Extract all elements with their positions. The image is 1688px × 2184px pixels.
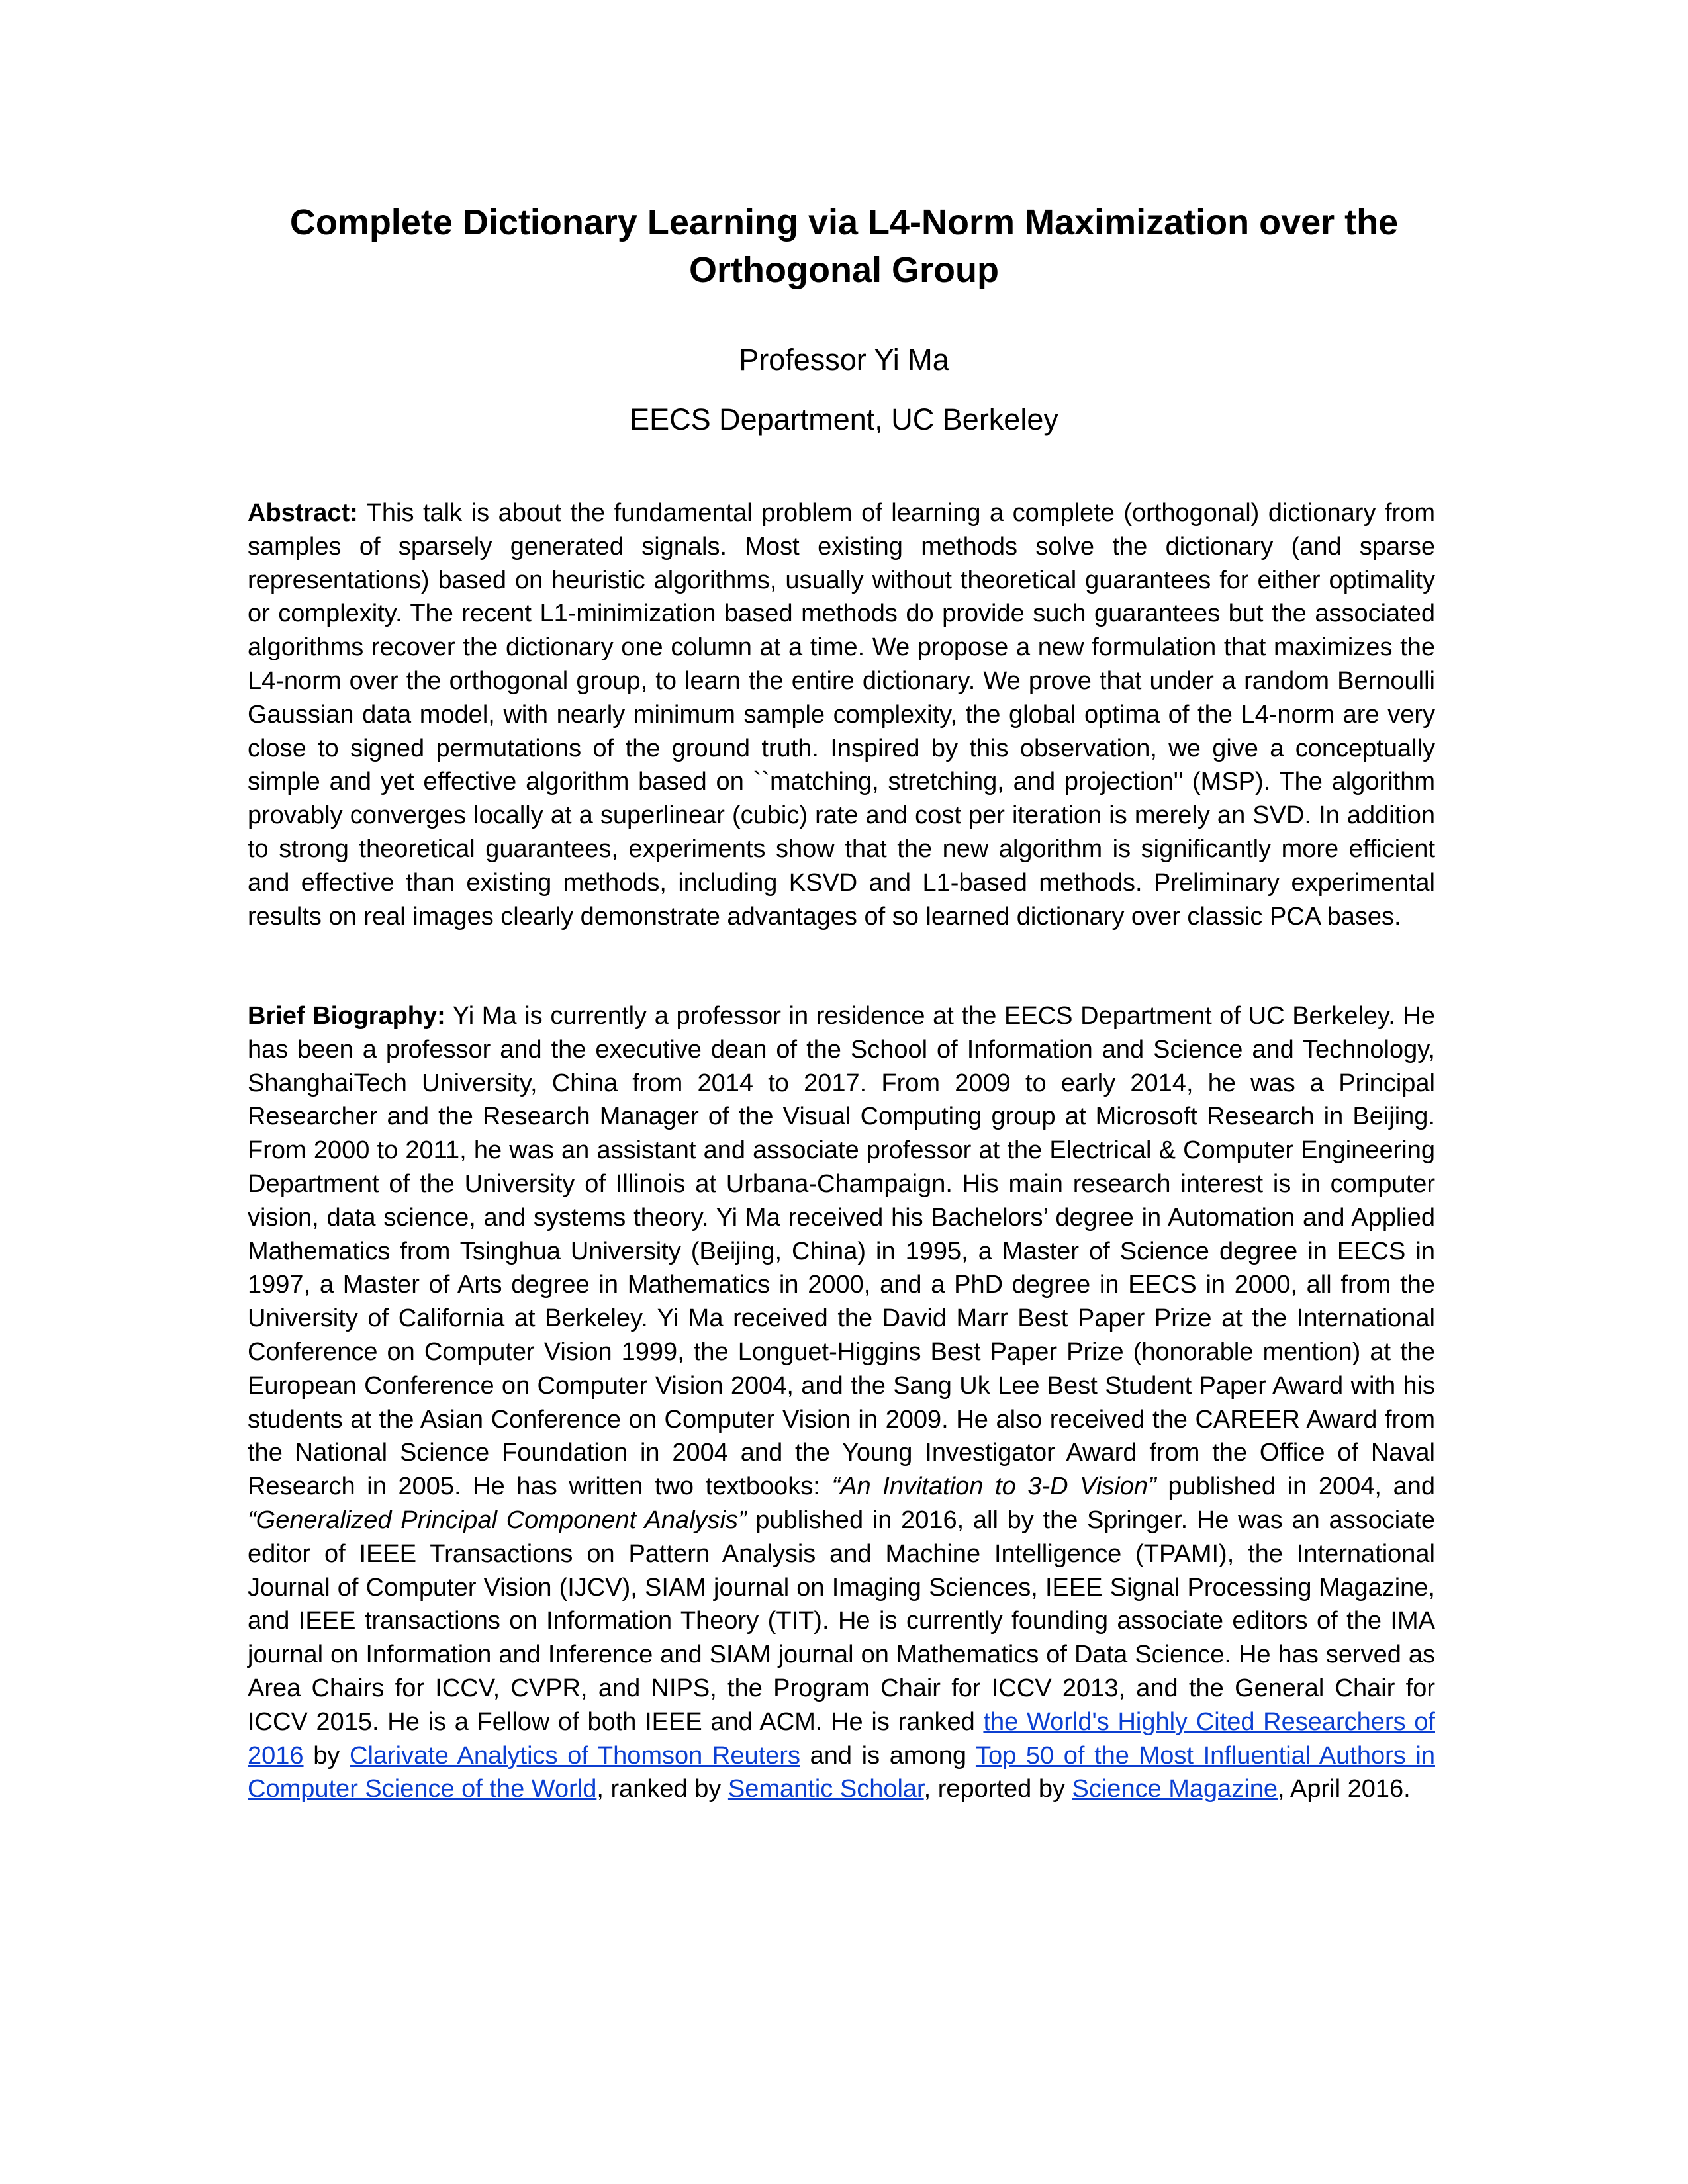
biography-label: Brief Biography: (248, 1002, 445, 1030)
biography-text: published in 2016, all by the Springer. He was an associate editor of IEEE Transactions on Pattern Analysis and Machine Intelligence (TPAMI), the International Journal of Computer Vision (IJCV), SIAM journal on Imaging Sciences, IEEE Signal Processing Magazine, and IEEE transactions on Information Theory (TIT). He is currently founding associate editors of the IMA journal on Information and Inference and SIAM journal on Mathematics of Data Science. He has served as Area Chairs for ICCV, CVPR, and NIPS, the Program Chair for ICCV 2013, and the General Chair for ICCV 2015. He is a Fellow of both IEEE and ACM. He is ranked (248, 1506, 1436, 1736)
link-clarivate-analytics[interactable]: Clarivate Analytics of Thomson Reuters (350, 1741, 800, 1770)
biography-text: Yi Ma is currently a professor in residence at the EECS Department of UC Berkeley. He has been a professor and the executive dean of the School of Information and Science and Technology, ShanghaiTech University, China from 2014 to 2017. From 2009 to early 2014, he was a Principal Researcher and the Research Manager of the Visual Computing group at Microsoft Research in Beijing. From 2000 to 2011, he was an assistant and associate professor at the Electrical & Computer Engineering Department of the University of Illinois at Urbana-Champaign. His main research interest is in computer vision, data science, and systems theory. Yi Ma received his Bachelors’ degree in Automation and Applied Mathematics from Tsinghua University (Beijing, China) in 1995, a Master of Science degree in EECS in 1997, a Master of Arts degree in Mathematics in 2000, and a PhD degree in EECS in 2000, all from the University of California at Berkeley. Yi Ma received the David Marr Best Paper Prize at the International Conference on Computer Vision 1999, the Longuet-Higgins Best Paper Prize (honorable mention) at the European Conference on Computer Vision 2004, and the Sang Uk Lee Best Student Paper Award with his students at the Asian Conference on Computer Vision in 2009. He also received the CAREER Award from the National Science Foundation in 2004 and the Young Investigator Award from the Office of Naval Research in 2005. He has written two textbooks: (248, 1002, 1435, 1501)
abstract-paragraph (248, 496, 1435, 933)
speaker-department: EECS Department, UC Berkeley (630, 402, 1058, 436)
biography-text: and is among (810, 1741, 966, 1770)
biography-text: , reported by (923, 1775, 1065, 1803)
biography-text: published in 2004, and (1168, 1473, 1435, 1501)
biography-text: by (313, 1741, 340, 1770)
link-highly-cited-researchers[interactable]: the World's Highly Cited Researchers of 2016 (248, 1707, 1435, 1770)
speaker-name: Professor Yi Ma (739, 343, 949, 377)
link-science-magazine[interactable]: Science Magazine (1072, 1775, 1278, 1803)
abstract-text: This talk is about the fundamental problem of learning a complete (orthogonal) dictionary from samples of sparsely generated signals. Most existing methods solve the dictionary (and sparse representations) based on heuristic algorithms, usually without theoretical guarantees for either optimality or complexity. The recent L1-minimization based methods do provide such guarantees but the associated algorithms recover the dictionary one column at a time. We propose a new formulation that maximizes the L4-norm over the orthogonal group, to learn the entire dictionary. We prove that under a random Bernoulli Gaussian data model, with nearly minimum sample complexity, the global optima of the L4-norm are very close to signed permutations of the ground truth. Inspired by this observation, we give a conceptually simple and yet effective algorithm based on ``matching, stretching, and projection'' (MSP). The algorithm provably converges locally at a superlinear (cubic) rate and cost per iteration is merely an SVD. In addition to strong theoretical guarantees, experiments show that the new algorithm is significantly more efficient and effective than existing methods, including KSVD and L1-based methods. Preliminary experimental results on real images clearly demonstrate advantages of so learned dictionary over classic PCA bases. (248, 499, 1435, 931)
abstract-label: Abstract: (248, 499, 358, 527)
biography-text: , ranked by (596, 1775, 722, 1803)
biography-text: , April 2016. (1278, 1775, 1411, 1803)
link-semantic-scholar[interactable]: Semantic Scholar (727, 1775, 924, 1803)
book-title-3d-vision: “An Invitation to 3-D Vision” (831, 1473, 1156, 1501)
biography-paragraph (248, 999, 1435, 1806)
talk-title: Complete Dictionary Learning via L4-Norm Maximization over the Orthogonal Group (289, 203, 1399, 290)
link-top-50-authors[interactable]: Top 50 of the Most Influential Authors in Computer Science of the World (248, 1741, 1435, 1803)
book-title-gpca: “Generalized Principal Component Analysis” (248, 1506, 747, 1534)
